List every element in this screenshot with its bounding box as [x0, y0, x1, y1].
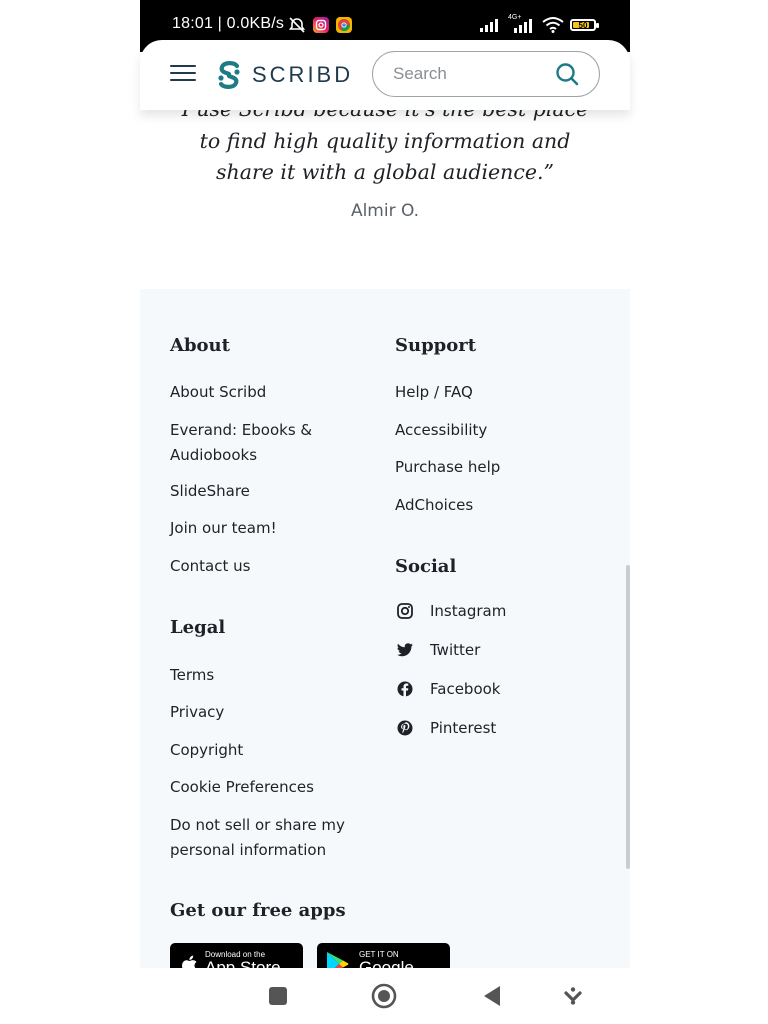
status-system-icons	[480, 16, 596, 34]
android-navigation-bar	[0, 968, 768, 1024]
social-link-twitter[interactable]	[396, 641, 480, 659]
footer-link-purchase-help[interactable]: Purchase help	[395, 458, 501, 476]
logo-text: SCRIBD	[252, 62, 354, 87]
footer-link-do-not-sell[interactable]: Do not sell or share my	[170, 816, 345, 834]
footer-link-help-faq[interactable]: Help / FAQ	[395, 383, 473, 401]
google-play-small-text: GET IT ON	[359, 950, 399, 959]
wifi-icon	[542, 17, 564, 33]
footer-link-adchoices[interactable]: AdChoices	[395, 496, 474, 514]
signal-icon	[480, 18, 502, 32]
footer-link-everand[interactable]: Everand: Ebooks &	[170, 421, 313, 439]
pinterest-icon	[396, 719, 414, 737]
network-type: 4G+	[508, 14, 522, 21]
footer-link-slideshare[interactable]: SlideShare	[170, 482, 250, 500]
scribd-logo[interactable]	[216, 60, 353, 90]
site-footer	[140, 289, 630, 968]
status-notification-icons	[288, 16, 352, 34]
search-placeholder: Search	[393, 64, 447, 83]
chrome-app-icon	[336, 17, 352, 33]
signal-4g-icon	[508, 14, 536, 33]
footer-link-join-team[interactable]: Join our team!	[170, 519, 277, 537]
battery-icon	[570, 19, 596, 31]
testimonial-quote: to find high quality information and share it with a global audience.”	[199, 128, 571, 184]
footer-link-accessibility[interactable]: Accessibility	[395, 421, 488, 439]
footer-link-do-not-sell-line2[interactable]: personal information	[170, 841, 327, 859]
search-icon[interactable]	[555, 62, 579, 86]
social-label-pinterest: Pinterest	[430, 719, 497, 737]
social-link-pinterest[interactable]	[396, 719, 496, 737]
footer-link-contact[interactable]: Contact us	[170, 557, 251, 575]
scribd-logo-icon	[216, 60, 242, 90]
footer-heading-about: About	[170, 335, 230, 356]
back-icon[interactable]	[480, 984, 504, 1008]
footer-heading-apps: Get our free apps	[170, 900, 346, 921]
recent-apps-icon[interactable]	[266, 984, 290, 1008]
scrollbar[interactable]	[626, 565, 630, 869]
footer-link-about-scribd[interactable]: About Scribd	[170, 383, 267, 401]
social-link-facebook[interactable]	[396, 680, 500, 698]
footer-link-everand-line2[interactable]: Audiobooks	[170, 446, 258, 464]
twitter-icon	[396, 641, 414, 659]
testimonial-author: Almir O.	[350, 201, 420, 221]
footer-heading-social: Social	[395, 556, 457, 577]
social-label-facebook: Facebook	[430, 680, 501, 698]
footer-heading-legal: Legal	[170, 617, 226, 638]
status-time: 18:01 | 0.0KB/s	[172, 15, 285, 32]
footer-link-cookie-preferences[interactable]: Cookie Preferences	[170, 778, 314, 796]
footer-heading-support: Support	[395, 335, 477, 356]
social-label-instagram: Instagram	[430, 602, 507, 620]
battery-level: 50	[578, 20, 588, 30]
menu-icon[interactable]	[170, 65, 196, 85]
mute-alarm-icon	[288, 16, 306, 34]
app-store-small-text: Download on the	[205, 950, 266, 959]
search-input[interactable]	[372, 51, 600, 97]
social-link-instagram[interactable]	[396, 602, 506, 620]
instagram-app-icon	[313, 17, 329, 33]
footer-link-privacy[interactable]: Privacy	[170, 703, 225, 721]
facebook-icon	[396, 680, 414, 698]
home-icon[interactable]	[372, 984, 396, 1008]
assistant-icon[interactable]	[561, 984, 585, 1008]
social-label-twitter: Twitter	[430, 641, 481, 659]
phone-screen	[140, 0, 630, 968]
instagram-icon	[396, 602, 414, 620]
footer-link-terms[interactable]: Terms	[170, 666, 215, 684]
footer-link-copyright[interactable]: Copyright	[170, 741, 244, 759]
site-header	[140, 40, 630, 110]
